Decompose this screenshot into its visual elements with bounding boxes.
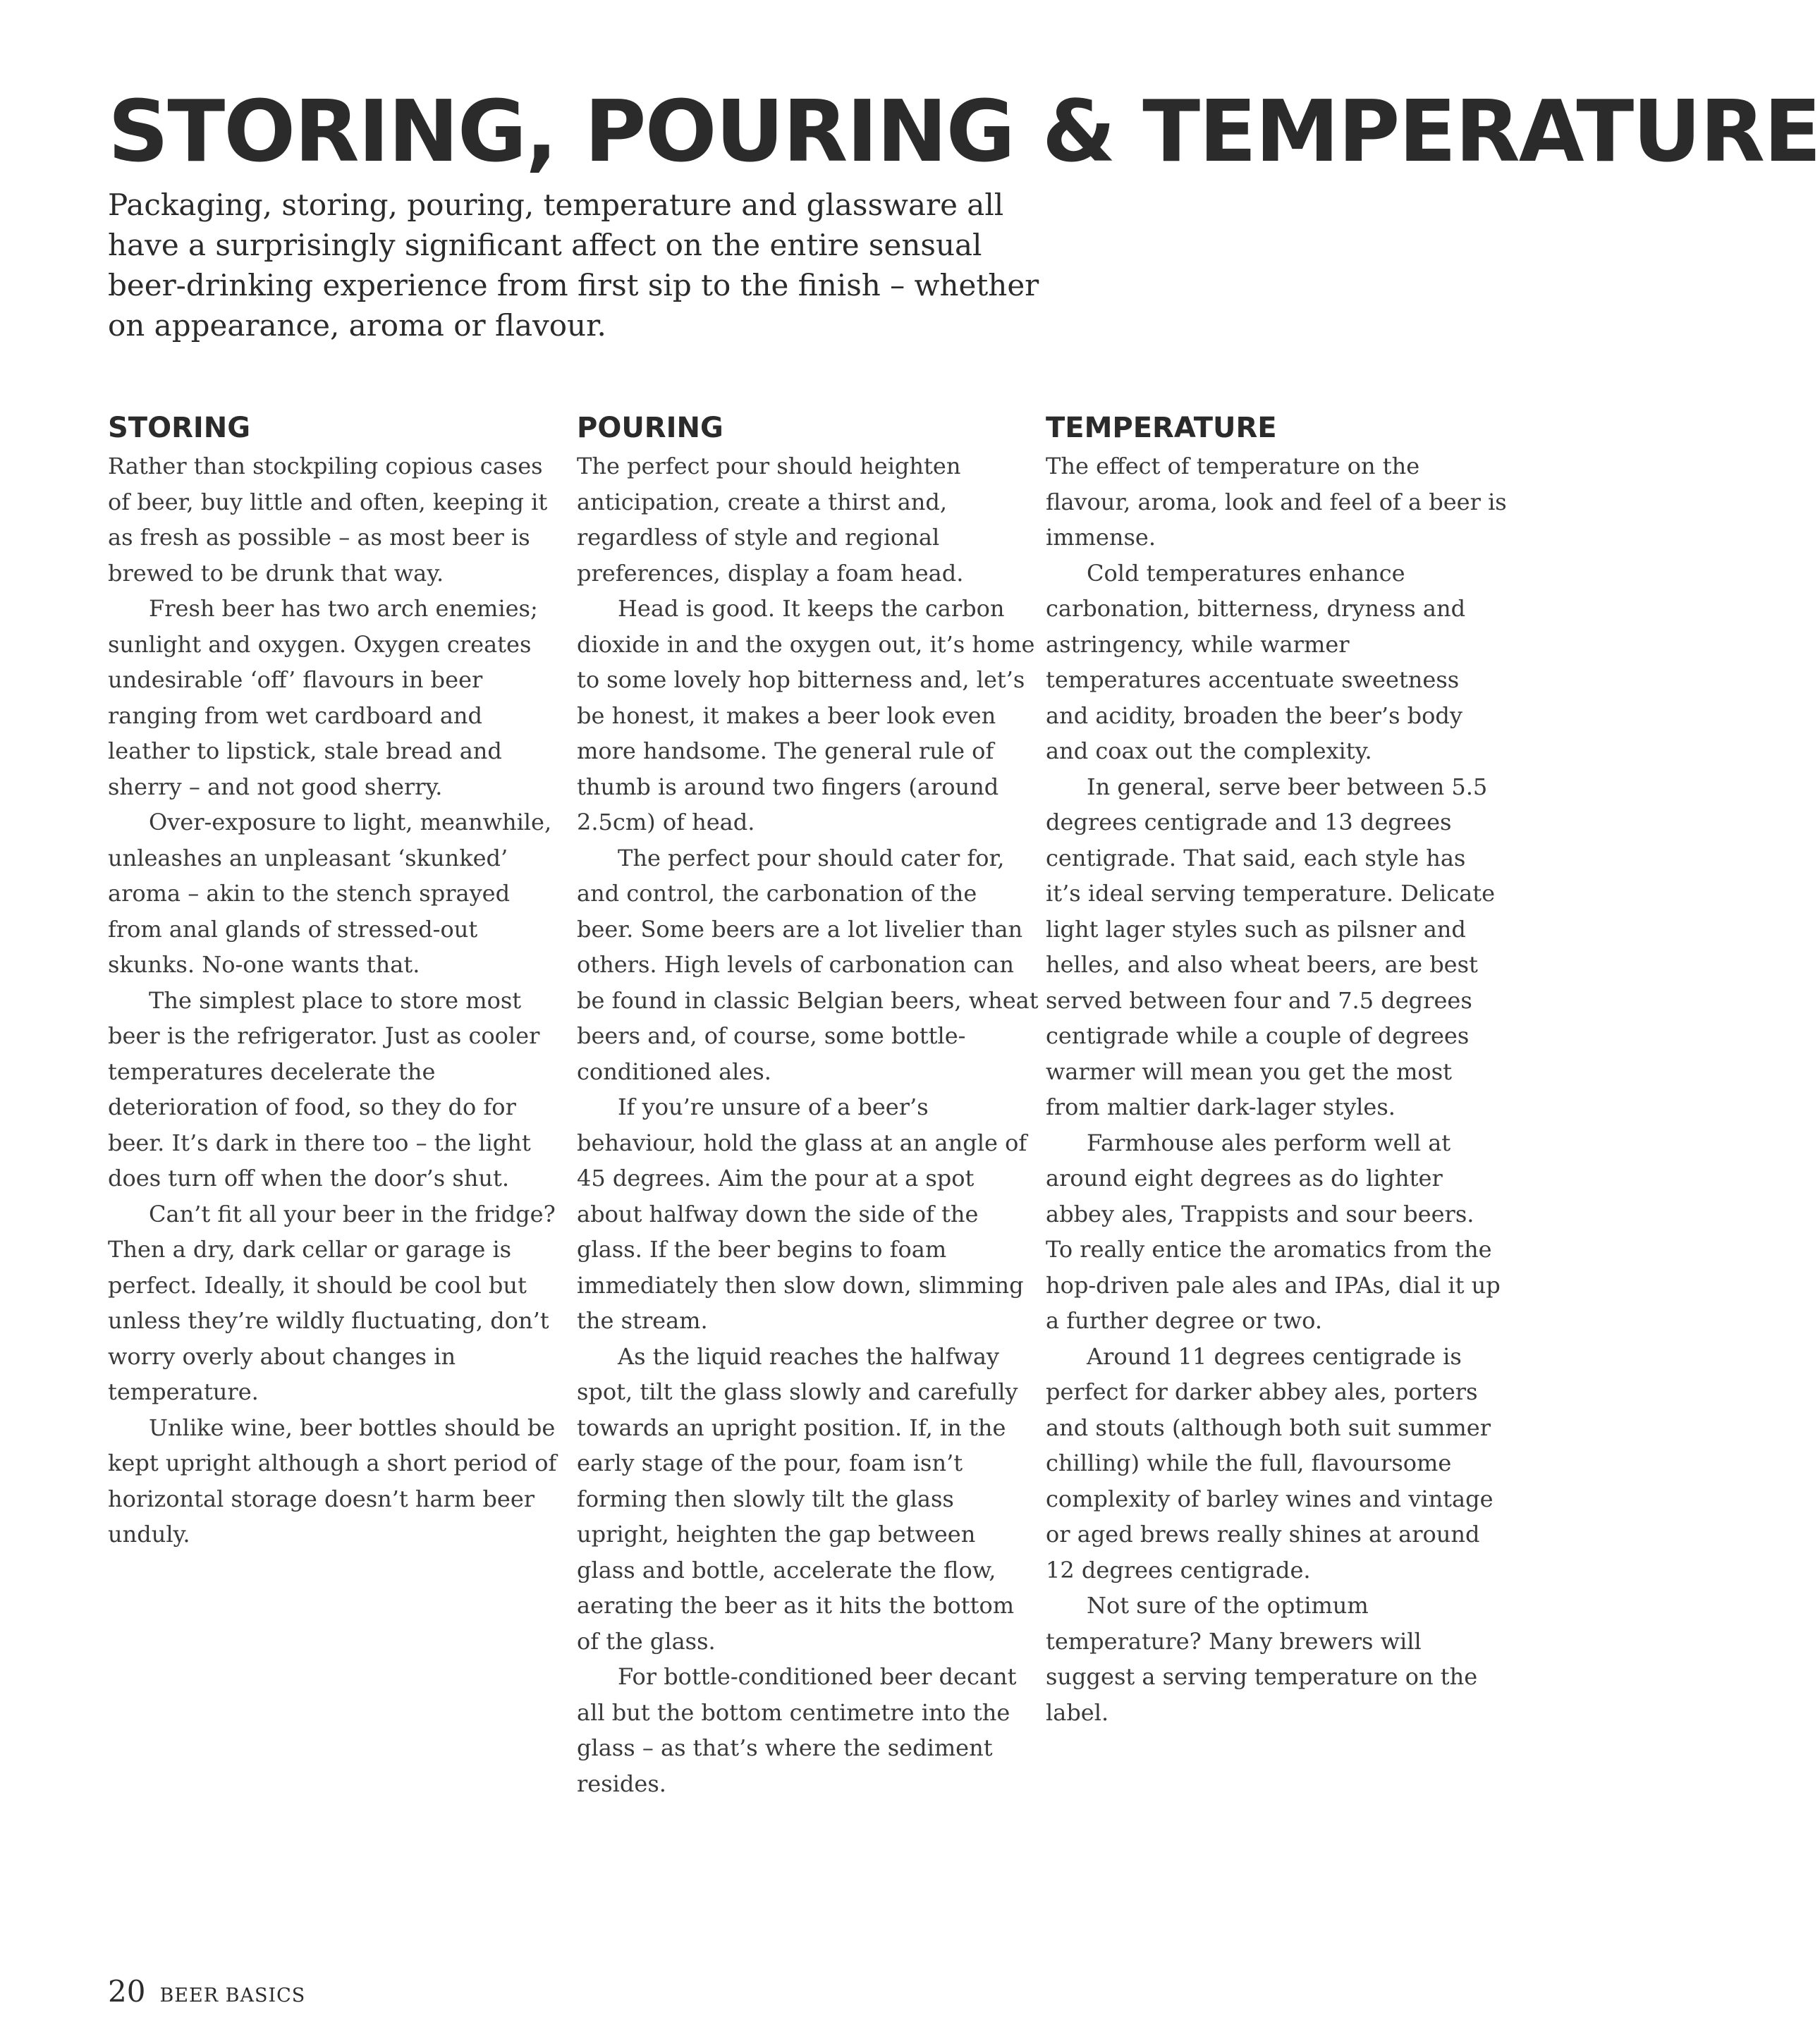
temperature-paragraph: Farmhouse ales perform well at around eight degrees as do lighter abbey ales, Trappists and sour beers. To really entice the aromatics from the hop-driven pale ales and IPAs, dial it up a further degree or two.: [1046, 1129, 1501, 1334]
pouring-column: [577, 410, 1039, 1801]
page-title: STORING, POURING & TEMPERATURE: [108, 83, 1820, 181]
page-footer: [108, 1974, 305, 2009]
pouring-paragraph: The perfect pour should heighten anticipation, create a thirst and, regardless of style and regional preferences, display a foam head.: [577, 453, 964, 587]
temperature-heading: TEMPERATURE: [1046, 412, 1277, 444]
storing-column: [108, 410, 570, 1553]
pouring-paragraph: Head is good. It keeps the carbon dioxide in and the oxygen out, it’s home to some lovely hop bitterness and, let’s be honest, it makes a beer look even more handsome. The general rule of thumb is around two fingers (around 2.5cm) of head.: [577, 595, 1035, 835]
pouring-paragraph: The perfect pour should cater for, and control, the carbonation of the beer. Some beers are a lot livelier than others. High levels of carbonation can be found in classic Belgian beers, wheat beers and, of course, some bottle-conditioned ales.: [577, 844, 1039, 1085]
pouring-paragraph: If you’re unsure of a beer’s behaviour, hold the glass at an angle of 45 degrees. Aim the pour at a spot about halfway down the side of the glass. If the beer begins to foam immediately then slow down, slimming the stream.: [577, 1094, 1027, 1334]
temperature-paragraph: Cold temperatures enhance carbonation, bitterness, dryness and astringency, while warmer temperatures accentuate sweetness and acidity, broaden the beer’s body and coax out the complexity.: [1046, 559, 1466, 764]
storing-paragraph: Over-exposure to light, meanwhile, unleashes an unpleasant ‘skunked’ aroma – akin to the stench sprayed from anal glands of stressed-out skunks. No-one wants that.: [108, 809, 552, 978]
page-number: 20: [108, 1974, 146, 2009]
section-name: BEER BASICS: [159, 1985, 306, 2007]
storing-heading: STORING: [108, 412, 251, 444]
temperature-paragraph: The effect of temperature on the flavour, aroma, look and feel of a beer is immense.: [1046, 453, 1507, 551]
storing-paragraph: Rather than stockpiling copious cases of beer, buy little and often, keeping it as fresh as possible – as most beer is brewed to be drunk that way.: [108, 453, 548, 587]
intro-paragraph: Packaging, storing, pouring, temperature and glassware all have a surprisingly significant affect on the entire sensual beer-drinking experience from first sip to the finish – whether on appearance, aroma or flavour.: [108, 188, 1039, 343]
pouring-heading: POURING: [577, 412, 723, 444]
storing-paragraph: Can’t fit all your beer in the fridge? Then a dry, dark cellar or garage is perfect. Ideally, it should be cool but unless they’re wildly fluctuating, don’t worry overly about changes in temperature.: [108, 1200, 556, 1405]
storing-paragraph: Fresh beer has two arch enemies; sunlight and oxygen. Oxygen creates undesirable ‘off’ flavours in beer ranging from wet cardboard and leather to lipstick, stale bread and sherry – and not good sherry.: [108, 595, 538, 800]
temperature-paragraph: Not sure of the optimum temperature? Many brewers will suggest a serving temperature on the label.: [1046, 1592, 1478, 1726]
storing-paragraph: The simplest place to store most beer is the refrigerator. Just as cooler temperatures decelerate the deterioration of food, so they do for beer. It’s dark in there too – the light does turn off when the door’s shut.: [108, 986, 540, 1192]
pouring-paragraph: As the liquid reaches the halfway spot, tilt the glass slowly and carefully towards an upright position. If, in the early stage of the pour, foam isn’t forming then slowly tilt the glass upright, heighten the gap between glass and bottle, accelerate the flow, aerating the beer as it hits the bottom of the glass.: [577, 1342, 1018, 1655]
temperature-paragraph: In general, serve beer between 5.5 degrees centigrade and 13 degrees centigrade. That said, each style has it’s ideal serving temperature. Delicate light lager styles such as pilsner and helles, and also wheat beers, are best served between four and 7.5 degrees centigrade while a couple of degrees warmer will mean you get the most from maltier dark-lager styles.: [1046, 773, 1496, 1120]
temperature-paragraph: Around 11 degrees centigrade is perfect for darker abbey ales, porters and stouts (although both suit summer chilling) while the full, flavoursome complexity of barley wines and vintage or aged brews really shines at around 12 degrees centigrade.: [1046, 1342, 1494, 1584]
storing-paragraph: Unlike wine, beer bottles should be kept upright although a short period of horizontal storage doesn’t harm beer unduly.: [108, 1414, 557, 1548]
temperature-column: [1046, 410, 1508, 1730]
pouring-paragraph: For bottle-conditioned beer decant all but the bottom centimetre into the glass – as that’s where the sediment resides.: [577, 1663, 1017, 1797]
